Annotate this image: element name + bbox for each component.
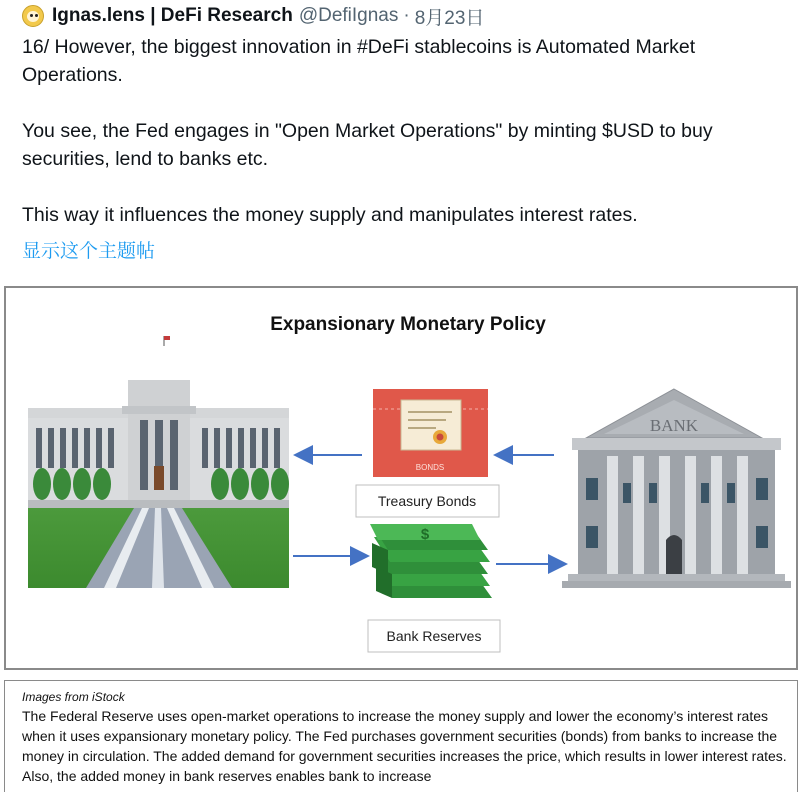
federal-reserve-building-icon [28, 336, 289, 588]
bank-reserves-label: Bank Reserves [386, 628, 482, 644]
tweet-text-line: You see, the Fed engages in "Open Market Operations" by minting $USD to buy [22, 120, 713, 142]
tweet-text-line: Operations. [22, 64, 123, 86]
infographic-title: Expansionary Monetary Policy [270, 314, 546, 335]
caption-text: The Federal Reserve uses open-market operations to increase the money supply and lower the economy’s interest rates when it uses expansionary monetary policy. The Fed purchases government securities (bonds) from banks to increase the money in circulation. The added demand for government securities increases the price, which results in lower interest rates. Also, the added money in bank reserves enables bank to increase [22, 708, 787, 784]
treasury-bonds-label: Treasury Bonds [377, 493, 477, 509]
tweet-text-line: securities, lend to banks etc. [22, 148, 269, 170]
tweet-header [22, 4, 484, 28]
author-handle[interactable]: @DefiIgnas [298, 5, 399, 26]
bank-building-icon [562, 389, 791, 588]
author-name[interactable]: Ignas.lens | DeFi Research [52, 5, 293, 26]
tweet-text-line: This way it influences the money supply and manipulates interest rates. [22, 204, 638, 226]
svg-text:$: $ [420, 526, 430, 543]
bonds-card-label: BONDS [415, 463, 445, 472]
tweet-image[interactable] [4, 286, 798, 670]
infographic [6, 288, 796, 668]
tweet-date[interactable]: 8月23日 [414, 7, 485, 29]
separator-dot: · [403, 5, 410, 26]
author-avatar[interactable] [22, 5, 44, 27]
tweet-text-line: 16/ However, the biggest innovation in #DeFi stablecoins is Automated Market [22, 36, 696, 58]
bank-sign: BANK [649, 416, 699, 435]
bonds-icon [373, 389, 488, 477]
show-thread-link[interactable]: 显示这个主题帖 [22, 241, 156, 262]
money-stack-icon [370, 524, 492, 598]
image-caption [4, 680, 798, 792]
image-source: Images from iStock [22, 690, 125, 704]
